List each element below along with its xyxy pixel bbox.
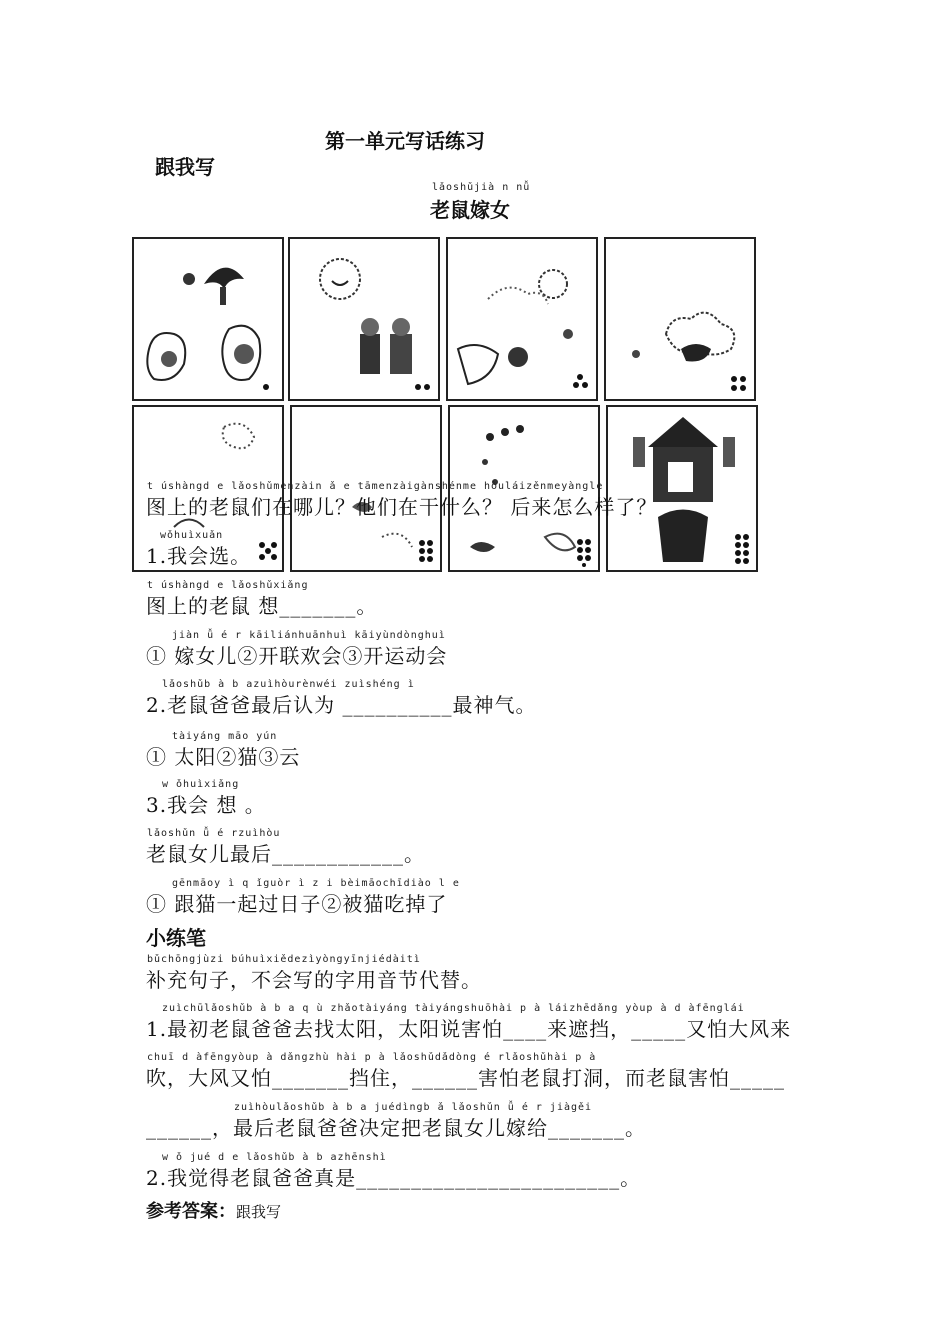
q3-line: 老鼠女儿最后____________。 xyxy=(146,842,425,866)
q1-line: 图上的老鼠 想_______。 xyxy=(146,594,378,618)
question-pinyin: t úshàngd e lǎoshǔmenzàin ǎ e tāmenzàigànshénme hòuláizěnmeyàngle xyxy=(147,481,604,492)
q2-pinyin: lǎoshǔb à b azuìhòurènwéi zuìshéng ì xyxy=(162,679,415,690)
q3-pinyin: w ǒhuìxiǎng xyxy=(162,779,240,790)
q1-line-pinyin: t úshàngd e lǎoshǔxiǎng xyxy=(147,580,309,591)
cat-house-illustration xyxy=(608,407,756,570)
q3-options-pinyin: gēnmāoy ì q ǐguòr ì z i bèimāochīdiào l e xyxy=(172,878,460,889)
sentence-2: 2.我觉得老鼠爸爸真是________________________。 xyxy=(146,1166,642,1190)
q1-options: ① 嫁女儿②开联欢会③开运动会 xyxy=(146,644,448,668)
mice-umbrella-illustration xyxy=(134,239,282,399)
story-panel-8 xyxy=(606,405,758,572)
sentence-1a-pinyin: zuìchūlǎoshǔb à b a q ù zhǎotàiyáng tàiyángshuōhài p à láizhēdǎng yòup à d àfēnglái xyxy=(162,1003,745,1014)
q1-pinyin: wǒhuìxuǎn xyxy=(160,530,224,541)
story-title-pinyin: lǎoshǔjià n nǚ xyxy=(432,182,531,193)
story-panel-1 xyxy=(132,237,284,401)
q2-text: 2.老鼠爸爸最后认为 __________最神气。 xyxy=(146,693,537,717)
cloud-sun-illustration xyxy=(448,239,596,399)
answers-label: 参考答案： xyxy=(146,1201,236,1222)
sentence-1b: 吹，大风又怕_______挡住，______害怕老鼠打洞，而老鼠害怕_____ xyxy=(146,1066,785,1090)
q3-options: ① 跟猫一起过日子②被猫吃掉了 xyxy=(146,892,448,916)
sentence-1c-pinyin: zuìhòulǎoshǔb à b a juédìngb ǎ lǎoshǔn ǚ é r jiàgěi xyxy=(234,1102,593,1113)
q2-options-pinyin: tàiyáng māo yún xyxy=(172,731,278,742)
sentence-1a: 1.最初老鼠爸爸去找太阳，太阳说害怕____来遮挡，_____又怕大风来 xyxy=(146,1017,792,1041)
answers-row xyxy=(146,1197,281,1223)
q3-label: 3.我会 想 。 xyxy=(146,793,266,817)
sentence-2-pinyin: w ǒ jué d e lǎoshǔb à b azhēnshì xyxy=(162,1152,387,1163)
cloud-illustration xyxy=(606,239,754,399)
q1-options-pinyin: jiàn ǚ é r kāiliánhuānhuì kāiyùndònghuì xyxy=(172,630,446,641)
q1-label: 1.我会选。 xyxy=(146,544,252,568)
page-title: 第一单元写话练习 xyxy=(325,129,485,153)
story-panel-4 xyxy=(604,237,756,401)
answers-text: 跟我写 xyxy=(236,1203,282,1221)
practice-instructions: 补充句子，不会写的字用音节代替。 xyxy=(146,968,482,992)
sun-illustration xyxy=(290,239,438,399)
q2-options: ① 太阳②猫③云 xyxy=(146,745,301,769)
practice-heading: 小练笔 xyxy=(146,926,206,950)
story-title: 老鼠嫁女 xyxy=(430,198,510,222)
question-text: 图上的老鼠们在哪儿？他们在干什么？ 后来怎么样了？ xyxy=(146,495,658,519)
story-panel-2 xyxy=(288,237,440,401)
follow-heading: 跟我写 xyxy=(155,155,215,179)
practice-instr-pinyin: bǔchōngjùzi búhuìxiědezìyòngyīnjiédàitì xyxy=(147,954,421,965)
q3-line-pinyin: lǎoshǔn ǚ é rzuìhòu xyxy=(147,828,281,839)
sentence-1c: ______，最后老鼠爸爸决定把老鼠女儿嫁给_______。 xyxy=(146,1116,646,1140)
sentence-1b-pinyin: chuī d àfēngyòup à dǎngzhù hài p à lǎoshǔdǎdòng é rlǎoshǔhài p à xyxy=(147,1052,597,1063)
story-panel-3 xyxy=(446,237,598,401)
